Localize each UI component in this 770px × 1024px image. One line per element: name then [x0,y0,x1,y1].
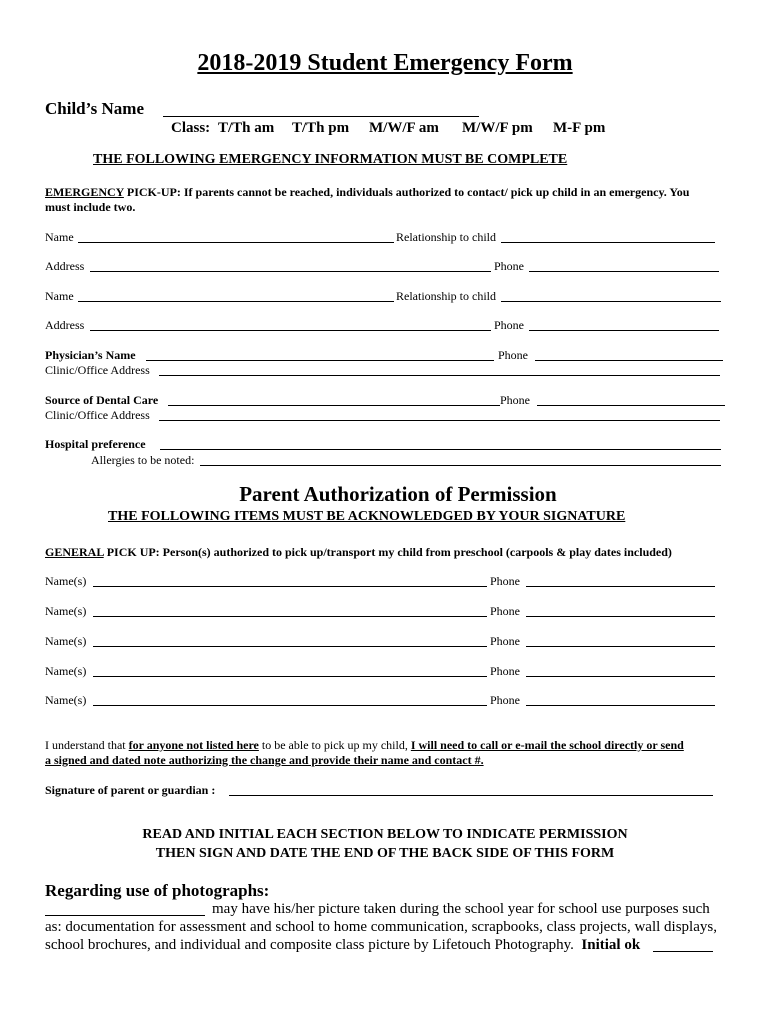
pickup1-phone-label: Phone [490,574,520,588]
dental-label: Source of Dental Care [45,393,159,407]
pickup4-name-label: Name(s) [45,664,87,678]
contact1-name-field[interactable] [78,242,394,243]
pickup5-phone-label: Phone [490,693,520,707]
contact2-phone-label: Phone [494,318,524,332]
pickup2-name-label: Name(s) [45,604,87,618]
pickup3-name-label: Name(s) [45,634,87,648]
class-option-mf-pm[interactable]: M-F pm [553,120,606,136]
pickup1-phone-field[interactable] [526,586,715,587]
contact1-address-field[interactable] [90,271,491,272]
pickup1-name-label: Name(s) [45,574,87,588]
pickup1-name-field[interactable] [93,586,487,587]
pickup3-name-field[interactable] [93,646,487,647]
emergency-intro [45,185,689,200]
emergency-intro-line1: PICK-UP: If parents cannot be reached, individuals authorized to contact/ pick up child in an emergency. You [123,185,690,199]
signature-label: Signature of parent or guardian : [45,783,216,797]
allergies-field[interactable] [200,465,721,466]
class-option-mwf-pm[interactable]: M/W/F pm [462,120,533,136]
class-label: Class: [171,120,211,136]
photos-initial-field[interactable] [653,951,713,952]
dental-clinic-label: Clinic/Office Address [45,408,150,422]
emergency-keyword: EMERGENCY [45,185,124,199]
photos-line2: as: documentation for assessment and school to home communication, scrapbooks, class projects, wall displays, [45,919,717,935]
pickup4-name-field[interactable] [93,676,487,677]
contact1-phone-field[interactable] [529,271,719,272]
dental-phone-label: Phone [500,393,530,407]
contact1-relationship-label: Relationship to child [396,230,496,244]
general-text: PICK UP: Person(s) authorized to pick up/transport my child from preschool (carpools & play dates included) [103,545,672,559]
contact1-address-label: Address [45,259,85,273]
physician-name-field[interactable] [146,360,494,361]
signature-field[interactable] [229,795,713,796]
pickup2-phone-label: Phone [490,604,520,618]
pickup4-phone-label: Phone [490,664,520,678]
physician-clinic-label: Clinic/Office Address [45,363,150,377]
contact2-phone-field[interactable] [529,330,719,331]
pickup2-name-field[interactable] [93,616,487,617]
allergies-label: Allergies to be noted: [91,453,195,467]
contact1-relationship-field[interactable] [501,242,715,243]
physician-phone-label: Phone [498,348,528,362]
photos-line3-text: school brochures, and individual and composite class picture by Lifetouch Photography. [45,937,574,953]
pickup5-name-field[interactable] [93,705,487,706]
photos-child-field[interactable] [45,915,205,916]
physician-phone-field[interactable] [535,360,723,361]
emergency-intro-line2: must include two. [45,200,136,214]
contact2-relationship-label: Relationship to child [396,289,496,303]
physician-clinic-field[interactable] [159,375,720,376]
class-option-mwf-am[interactable]: M/W/F am [369,120,439,136]
photos-line3 [45,937,640,954]
understand-p1: I understand that [45,738,129,752]
dental-phone-field[interactable] [537,405,725,406]
photos-line1: may have his/her picture taken during the school year for school use purposes such [212,901,710,917]
class-option-tth-am[interactable]: T/Th am [218,120,275,136]
contact2-relationship-field[interactable] [501,301,721,302]
photos-initial-label: Initial ok [581,937,641,953]
hospital-field[interactable] [160,449,721,450]
authorization-title: Parent Authorization of Permission [239,482,557,506]
understand-line2: a signed and dated note authorizing the change and provide their name and contact #. [45,753,484,767]
contact2-name-label: Name [45,289,74,303]
understand-p4: I will need to call or e-mail the school directly or send [410,738,684,752]
page-title: 2018-2019 Student Emergency Form [197,50,573,76]
contact2-address-label: Address [45,318,85,332]
understand-p3: to be able to pick up my child, [258,738,411,752]
physician-label: Physician’s Name [45,348,136,362]
general-pickup-intro [45,545,672,560]
contact1-phone-label: Phone [494,259,524,273]
class-option-tth-pm[interactable]: T/Th pm [292,120,350,136]
dental-care-field[interactable] [168,405,500,406]
pickup3-phone-label: Phone [490,634,520,648]
child-name-label: Child’s Name [45,99,145,118]
dental-clinic-field[interactable] [159,420,720,421]
contact2-address-field[interactable] [90,330,491,331]
contact1-name-label: Name [45,230,74,244]
pickup5-name-label: Name(s) [45,693,87,707]
contact2-name-field[interactable] [78,301,394,302]
pickup3-phone-field[interactable] [526,646,715,647]
understand-p2: for anyone not listed here [128,738,259,752]
hospital-label: Hospital preference [45,437,146,451]
understand-line1 [45,738,684,753]
emergency-heading: THE FOLLOWING EMERGENCY INFORMATION MUST BE COMPLETE [93,152,568,167]
authorization-subheading: THE FOLLOWING ITEMS MUST BE ACKNOWLEDGED BY YOUR SIGNATURE [108,509,626,524]
pickup4-phone-field[interactable] [526,676,715,677]
read-notice-line2: THEN SIGN AND DATE THE END OF THE BACK SIDE OF THIS FORM [155,846,615,861]
child-name-field[interactable] [163,116,479,117]
pickup2-phone-field[interactable] [526,616,715,617]
general-keyword: GENERAL [45,545,104,559]
read-notice-line1: READ AND INITIAL EACH SECTION BELOW TO INDICATE PERMISSION [142,827,628,842]
pickup5-phone-field[interactable] [526,705,715,706]
photos-heading: Regarding use of photographs: [45,881,270,900]
